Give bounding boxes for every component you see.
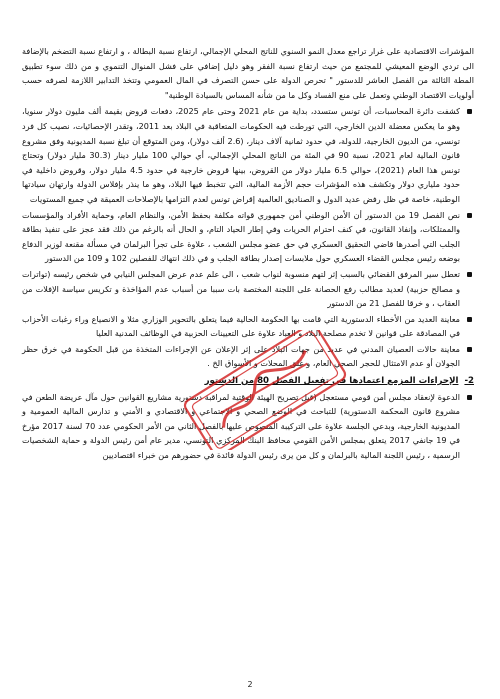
bullet-item-security: نص الفصل 19 من الدستور أن الأمن الوطني أمن جمهوري قواته مكلفة بحفظ الأمن، والنظام العام، وحماية الأفراد والمؤسسات والممتلكات، وإنفاذ القانون، في كنف احترام الحريات وفي إطار الحياد التام، و الحال أنه بالرغم من ذلك فقد عجز على تنفيذ بطاقة الجلب التي أصدرها قاضي التحقيق العسكري في حق عضو مجلس الشعب ، علاوة على تجرأ البرلمان في مسألة مقنعة لوزير الدفاع بوضعه رئيس مجلس القضاء العسكري حول ملابسات إصدار بطاقة الجلب و في ذلك انتهاك للفصلين 102 و 109 من الدستور [22, 208, 474, 266]
page-number: 2 [247, 680, 253, 689]
section-title: الإجراءات المزمع اعتمادها في تفعيل الفصل 80 من الدستور [204, 376, 459, 387]
bullet-item-government-errors: معاينة العديد من الأخطاء الدستورية التي قامت بها الحكومة الحالية فيما يتعلق بالتحوير الوزاري مثلا و الانصياع وراء رغبات الأحزاب في المصادقة على قوانين لا تخدم مصلحة البلاد و العباد علاوة على التعيينات الحزبية في الوظائف المدنية العليا [22, 312, 474, 341]
bullet-item-civil-disobedience: معاينة حالات العصيان المدني في عديد من جهات البلاد على إثر الإعلان عن الإجراءات المتخذة من قبل الحكومة في خرق حظر الجولان أو عدم الامتثال للحجر الصحي العام، و غلق المحلات و الأسواق الخ . [22, 342, 474, 371]
bullet-item-security-council: الدعوة لإنعقاد مجلس أمن قومي مستعجل (قبل تصريح الهيئة الوقتية لمراقبة دستورية مشاريع القوانين حول مآل عريضة الطعن في مشروع قانون المحكمة الدستورية) للتباحث في الوضع الصحي و الاجتماعي و الاقتصادي و الأمني و تدارس المالية العمومية و المديونية الخارجية، وبدعي الجلسة علاوة على التركيبة المنصوص عليها بالفصل الثاني من الأمر الحكومي عدد 70 لسنة 2017 مؤرخ في 19 جانفي 2017 يتعلق بمجلس الأمن القومي محافظ البنك المركزي التونسي، مدير عام أمن رئيس الدولة و حماية الشخصيات الرسمية ، رئيس اللجنة المالية بالبرلمان و كل من يرى رئيس الدولة فائدة في حضورهم من خبراء اقتصاديين [22, 390, 474, 463]
intro-paragraph: المؤشرات الاقتصادية على غرار تراجع معدل النمو السنوي للناتج المحلي الإجمالي، ارتفاع نسبة البطالة ، و ارتفاع نسبة التضخم بالإضافة الى تردي الوضع المعيشي للمجتمع من حيث ارتفاع نسبة الفقر وهو دليل إضافي على فشل المنوال التنموي و من ذلك سوء تطبيق المطة الثالثة من الفصل العاشر للدستور " تحرص الدولة على حسن التصرف في المال العمومي وتتخذ التدابير اللازمة لصرفه حسب أولويات الاقتصاد الوطني وتعمل على منع الفساد وكل ما من شأنه المساس بالسيادة الوطنية" [22, 46, 474, 100]
section2-bullet-list [22, 390, 474, 463]
bullet-item-debt: كشفت دائرة المحاسبات، أن تونس ستسدد، بداية من عام 2021 وحتى عام 2025، دفعات قروض بقيمة ألف مليون دولار سنويا، وهو ما يعكس معضلة الدين الخارجي، التي تورطت فيه الحكومات المتعاقبة في البلاد بعد 2011، وتقدر الإحصائيات، نصيب كل فرد تونسي، من الديون الخارجية، للدولة، في حدود ثمانية آلاف دينار، (2.6 ألف دولار)، ومن المتوقع أن تبلغ نسبة المديونية وفق مشروع قانون المالية لعام 2021، نسبة 90 في المئة من الناتج المحلي الإجمالي، أي حوالي 100 مليار دينار (30.3 مليار دولار) وتحتاج تونس هذا العام (2021)، حوالي 6.5 مليار دولار من القروض، بينها قروض خارجية في حدود 4.5 مليار دولار، وقروض داخلية في حدود ملياري دولار وتكشف هذه المؤشرات حجم الأزمة المالية، التي تتخبط فيها البلاد، وهو ما ينذر بإفلاس الدولة وارتهان سيادتها الوطنية، خاصة في ظل رفض عديد الدول و الصناديق العالمية إقراض تونس لعدم التزامها بالإصلاحات العميقة في جميع المستويات [22, 104, 474, 206]
bullet-list [22, 104, 474, 371]
section-number: 2- [464, 376, 474, 387]
bullet-item-judiciary: تعطل سير المرفق القضائي بالسبب إثر لتهم منسوبة لنواب شعب ، الى علم عدم عرض المجلس النيابي في شخص رئيسه (تواترات و مصالح حزبية) لعديد مطالب رفع الحصانة على اللجنة المختصة بات سببا من أسباب عدم المؤاخذة و تكريس سياسة الإفلات من العقاب ، و خرقا للفصل 21 من الدستور [22, 267, 474, 311]
document-page [22, 44, 474, 464]
section-heading [22, 374, 474, 389]
